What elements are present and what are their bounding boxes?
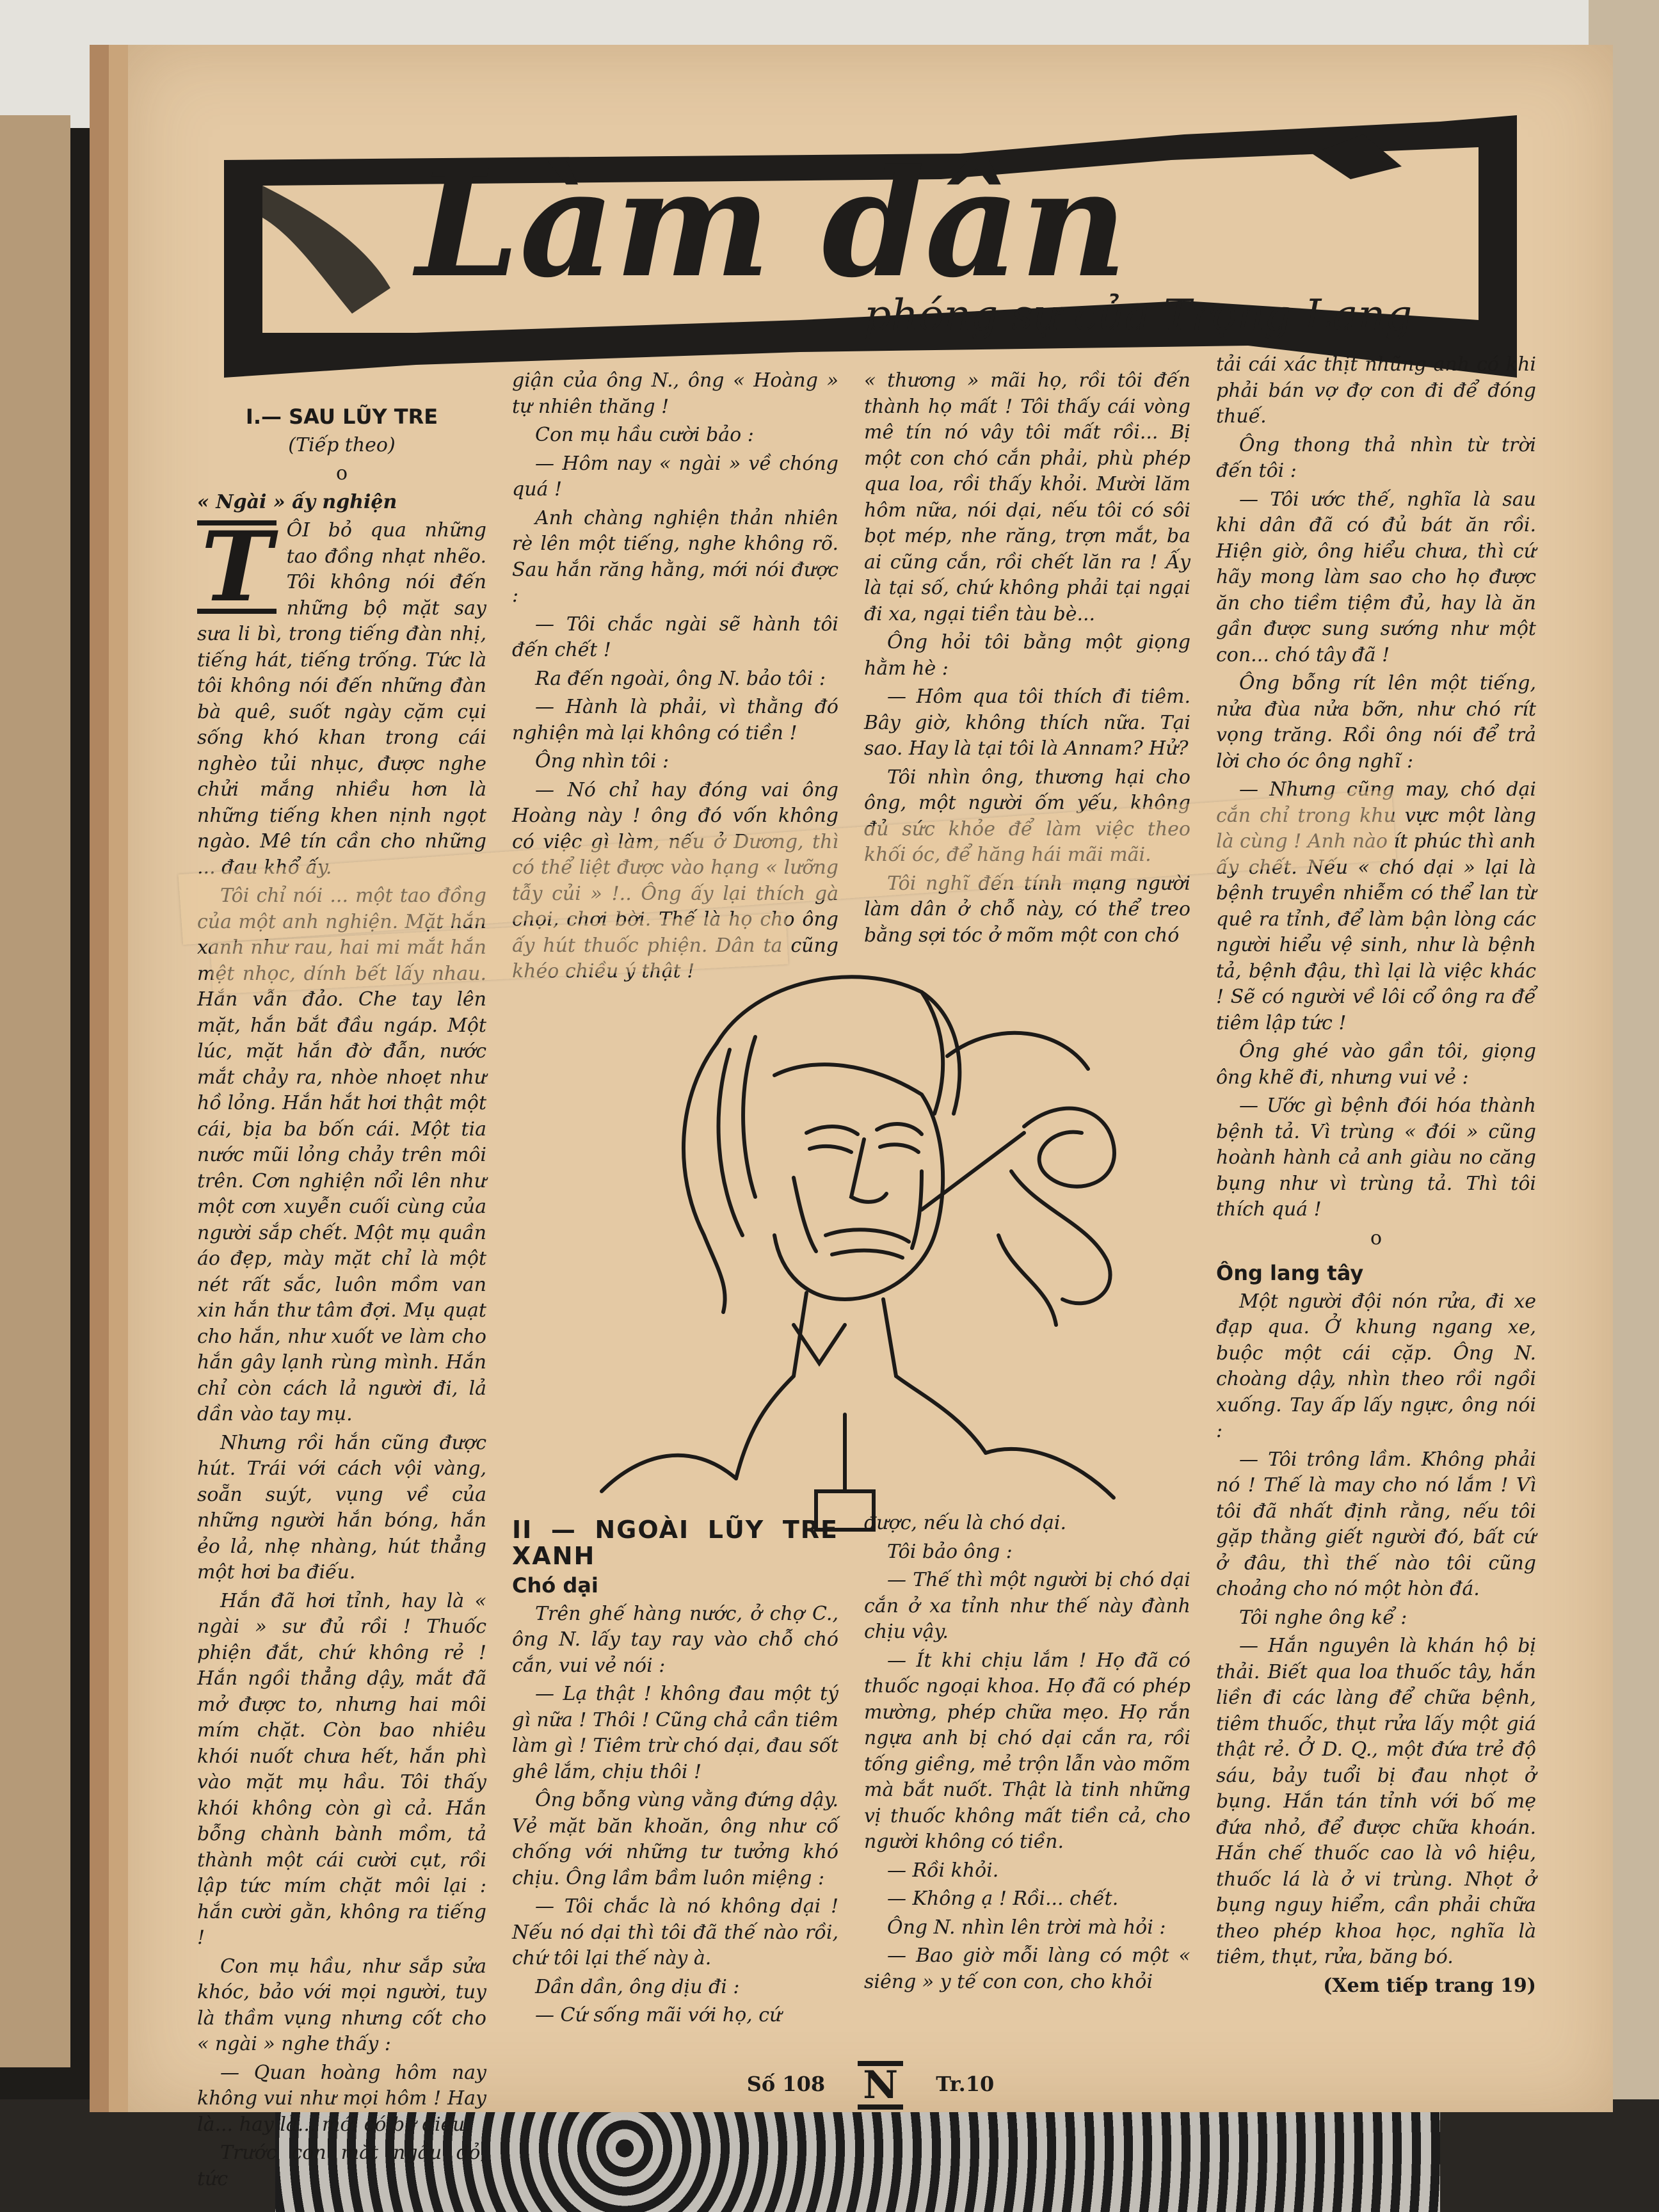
paragraph: — Hôm qua tôi thích đi tiêm. Bây giờ, không thích nữa. Tại sao. Hay là tại tôi là Annam? Hử? xyxy=(864,685,1190,760)
paragraph: Dần dần, ông dịu đi : xyxy=(535,1975,740,1998)
banner-subtitle: phóng sự của Trọng Lang xyxy=(864,291,1413,340)
paragraph: — Tôi ước thế, nghĩa là sau khi dân đã có đủ bát ăn rồi. Hiện giờ, ông hiểu chưa, thì cứ hãy mong làm sao cho họ được ăn cho tiềm tiệm đủ, hay là ăn gần được sung sướng như một con... chó tây đã ! xyxy=(1216,488,1536,666)
paragraph: Tôi bảo ông : xyxy=(887,1540,1013,1563)
paragraph: Ông bỗng rít lên một tiếng, nửa đùa nửa bỡn, như chó rít vọng trăng. Rồi ông nói để trả lời cho óc ông nghĩ : xyxy=(1216,672,1536,773)
paragraph: — Lạ thật ! không đau một tý gì nữa ! Thôi ! Cũng chả cần tiêm làm gì ! Tiêm trừ chó dại, đau sốt ghê lắm, chịu thôi ! xyxy=(512,1683,838,1783)
paragraph: — Bao giờ mỗi làng có một « siêng » y tế con con, cho khỏi xyxy=(864,1944,1190,1993)
paragraph: — Tôi trông lầm. Không phải nó ! Thế là may cho nó lắm ! Vì tôi đã nhất định rằng, nếu tôi gặp thằng giết người đó, bất cứ ở đâu, thì thế nào tôi cũng choảng cho nó một hòn đá. xyxy=(1216,1448,1536,1600)
column-2-bottom xyxy=(512,1517,838,2032)
paragraph: Tôi nghe ông kể : xyxy=(1239,1606,1407,1629)
paragraph: Tôi chỉ nói ... một tao đồng của một anh nghiện. Mặt hắn xanh như rau, hai mi mắt hắn mệt nhọc, dính bết lấy nhau. Hắn vẫn đảo. Che tay lên mặt, hắn bắt đầu ngáp. Một lúc, mặt hắn đờ đẫn, nước mắt chảy ra, nhòe nhoẹt như hồ lỏng. Hắn hắt hơi thật một cái, bịa ba bốn cái. Một tia nước mũi lỏng chảy trên môi trên. Cơn nghiện nổi lên như một cơn xuyễn cuối cùng của người sắp chết. Một mụ quần áo đẹp, mày mặt chỉ là một nét rất sắc, luôn mồm van xin hắn thư tâm đợi. Mụ quạt cho hắn, như xuốt ve làm cho hắn gây lạnh rùng mình. Hắn chỉ còn cách lả người đi, lả dần vào tay mụ. xyxy=(197,885,486,1425)
sub-heading: « Ngài » ấy nghiện xyxy=(197,490,397,513)
paragraph: Nhưng rồi hắn cũng được hút. Trái với cách vội vàng, soẵn suýt, vụng về của những người hắn bóng, hắn ẻo lả, nhẹ nhàng, hút thẳng một hơi ba điếu. xyxy=(197,1431,486,1583)
title-banner xyxy=(224,109,1517,378)
paragraph: — Ít khi chịu lắm ! Họ đã có thuốc ngoại khoa. Họ đã có phép mường, phép chữa mẹo. Họ rắn ngựa anh bị chó dại cắn ra, rồi tống giềng, mẻ trộn lẫn vào mõm mà bắt nuốt. Thật là tinh những vị thuốc không mất tiền cả, cho người không có tiền. xyxy=(864,1649,1190,1853)
paragraph: — Hành là phải, vì thằng đó nghiện mà lại không có tiền ! xyxy=(512,696,838,744)
paragraph: — Ước gì bệnh đói hóa thành bệnh tả. Vì trùng « đói » cũng hoành hành cả anh giàu no căng bụng như vì trùng tả. Thì tôi thích quá ! xyxy=(1216,1094,1536,1221)
paragraph: Hắn đã hơi tỉnh, hay là « ngài » sư đủ rồi ! Thuốc phiện đắt, chứ không rẻ ! Hắn ngồi thẳng dậy, mắt đã mở được to, nhưng hai môi mím chặt. Còn bao nhiêu khói nuốt chưa hết, hắn phì vào mặt mụ hầu. Tôi thấy khói không còn gì cả. Hắn bỗng chành bành mồm, tả thành một cái cười cụt, rồi lập tức mím chặt môi lại : hắn cười gằn, không ra tiếng ! xyxy=(197,1589,486,1949)
paragraph: Tôi nhìn ông, thương hại cho ông, một người ốm yếu, không đủ sức khỏe để làm việc theo khối óc, để hăng hái mãi mãi. xyxy=(864,765,1190,866)
paragraph: — Rồi khỏi. xyxy=(887,1859,999,1882)
paragraph: Ông ghé vào gần tôi, giọng ông khẽ đi, nhưng vui vẻ : xyxy=(1216,1040,1536,1089)
paragraph: — Hôm nay « ngài » về chóng quá ! xyxy=(512,452,838,501)
paragraph: Ông hỏi tôi bằng một giọng hằm hè : xyxy=(864,631,1190,680)
page-footer xyxy=(128,2061,1613,2110)
page-number: Tr.10 xyxy=(936,2071,995,2096)
paragraph: — Hắn nguyên là khán hộ bị thải. Biết qua loa thuốc tây, hắn liền đi các làng để chữa bệnh, tiêm thuốc, thụt rửa lấy một giá thật rẻ. Ở D. Q., một đứa trẻ độ sáu, bảy tuổi bị đau nhọt ở bụng. Hắn tán tỉnh với bố mẹ đứa nhỏ, để được chữa khoán. Hắn chế thuốc cao là vô hiệu, thuốc lá là ở vi trùng. Nhọt ở bụng nguy hiểm, cần phải chữa theo phép khoa học, nghĩa là tiêm, thụt, rửa, băng bó. xyxy=(1216,1635,1536,1968)
column-4 xyxy=(1216,352,1536,2001)
section-heading: Ông lang tây xyxy=(1216,1261,1364,1285)
paragraph xyxy=(197,511,486,881)
paragraph: — Nhưng cũng may, chó dại cắn chỉ trong khu vực một làng là cùng ! Anh nào ít phúc thì anh ấy chết. Nếu « chó dại » lại là bệnh truyền nhiễm có thể lan từ quê ra tỉnh, để làm bận lòng các người hiểu vệ sinh, như là bệnh tả, bệnh đậu, thì lại là việc khác ! Sẽ có người về lôi cổ ông ra để tiêm lập tức ! xyxy=(1216,778,1536,1034)
column-3-bottom xyxy=(864,1511,1190,1998)
paragraph: — Quan hoàng hôm nay không vui như mọi hôm ! Hay là... hay là... mới có bơ điều. xyxy=(197,2061,486,2136)
paragraph: « thương » mãi họ, rồi tôi đến thành họ mất ! Tôi thấy cái vòng mê tín nó vây tôi mất rồi... Bị một con chó cắn phải, phù phép qua loa, rồi thấy khỏi. Mười lăm hôm nữa, nói dại, nếu tôi có sôi bọt mép, nhe răng, trợn mắt, ba ai cũng cắn, rồi chết lăn ra ! Ấy là tại số, chứ không phải tại ngại đi xa, ngại tiền tàu bè... xyxy=(864,369,1190,625)
paragraph: Một người đội nón rửa, đi xe đạp qua. Ở khung ngang xe, buộc một cái cặp. Ông N. choàng dậy, nhìn theo rồi ngồi xuống. Tay ấp lấy ngực, ông nói : xyxy=(1216,1290,1536,1442)
paragraph-text: ÔI bỏ qua những tao đồng nhạt nhẽo. Tôi không nói đến những bộ mặt say sưa li bì, trong tiếng đàn nhị, tiếng hát, tiếng trống. Tức là tôi không nói đến những đàn bà quê, suốt ngày cặm cụi sống khó khan trong cái nghèo tủi nhục, được nghe chửi mắng nhiều hơn là những tiếng khen nịnh ngọt ngào. Mê tín cần cho những ... đau khổ ấy. xyxy=(197,519,486,879)
continue-note: (Xem tiếp trang 19) xyxy=(1323,1974,1536,1997)
paragraph: Ông bỗng vùng vằng đứng dậy. Vẻ mặt băn khoăn, ông như cố chống với những tư tưởng khó chịu. Ông lầm bầm luôn miệng : xyxy=(512,1789,838,1889)
page-stack-edge xyxy=(0,115,70,2067)
paragraph: Con mụ hầu, như sắp sửa khóc, bảo với mọi người, tuy là thầm vụng nhưng cốt cho « ngài » nghe thấy : xyxy=(197,1955,486,2055)
paragraph: — Cứ sống mãi với họ, cứ xyxy=(535,2004,782,2026)
circle-ornament: o xyxy=(1370,1226,1382,1249)
paragraph: Ông thong thả nhìn từ trời đến tôi : xyxy=(1216,433,1536,482)
column-1 xyxy=(197,400,486,2195)
banner-title: Làm dân xyxy=(416,138,1128,310)
paragraph: — Tôi chắc ngài sẽ hành tôi đến chết ! xyxy=(512,613,838,661)
section-heading: I.— SAU LŨY TRE xyxy=(245,405,438,429)
paragraph: Tôi nghĩ đến tính mạng người làm dân ở chỗ này, có thể treo bằng sợi tóc ở mõm một con chó xyxy=(864,872,1190,947)
paragraph: Con mụ hầu cười bảo : xyxy=(535,424,754,446)
paragraph: — Nó chỉ hay đóng vai ông Hoàng này ! ông đó vốn không có việc gì làm, nếu ở Dương, thì có thể liệt được vào hạng « lưỡng tẫy củi » !.. Ông ấy lại thích gà chọi, chơi bời. Thế là họ cho ông ấy hút thuốc phiện. Dân ta cũng khéo chiều ý thật ! xyxy=(512,778,838,982)
paragraph: Anh chàng nghiện thản nhiên rè lên một tiếng, nghe không rõ. Sau hắn răng hằng, mới nói được : xyxy=(512,506,838,607)
magazine-page xyxy=(128,45,1613,2190)
section-heading: II — NGOÀI LŨY TRE XANH xyxy=(512,1516,838,1570)
paragraph: Trên ghế hàng nước, ở chợ C., ông N. lấy tay ray vào chỗ chó cắn, vui vẻ nói : xyxy=(512,1602,838,1677)
magazine-logo-icon: N xyxy=(858,2061,903,2110)
paragraph: Ông nhìn tôi : xyxy=(535,750,669,773)
sub-heading: Chó dại xyxy=(512,1573,598,1598)
paragraph: giận của ông N., ông « Hoàng » tự nhiên thăng ! xyxy=(512,369,838,418)
paragraph: Ra đến ngoài, ông N. bảo tôi : xyxy=(535,667,826,690)
circle-ornament: o xyxy=(335,462,348,485)
issue-number: Số 108 xyxy=(746,2071,826,2096)
paragraph: — Thế thì một người bị chó dại cắn ở xa tỉnh như thế này đành chịu vậy. xyxy=(864,1569,1190,1643)
paragraph: Trước con mắt ngầu đỏ, tức xyxy=(197,2142,486,2190)
paragraph: được, nếu là chó dại. xyxy=(864,1512,1067,1534)
paragraph: tải cái xác thịt những anh có khi phải bán vợ đợ con đi để đóng thuế. xyxy=(1216,353,1536,428)
paragraph: Ông N. nhìn lên trời mà hỏi : xyxy=(887,1916,1166,1939)
smoking-man-illustration xyxy=(563,966,1152,1543)
paragraph: — Không ạ ! Rồi... chết. xyxy=(887,1887,1119,1910)
drop-cap: T xyxy=(197,520,276,614)
continued-note: (Tiếp theo) xyxy=(288,433,396,456)
paragraph: — Tôi chắc là nó không dại ! Nếu nó dại thì tôi đã thế nào rồi, chứ tôi lại thế này à. xyxy=(512,1895,838,1969)
